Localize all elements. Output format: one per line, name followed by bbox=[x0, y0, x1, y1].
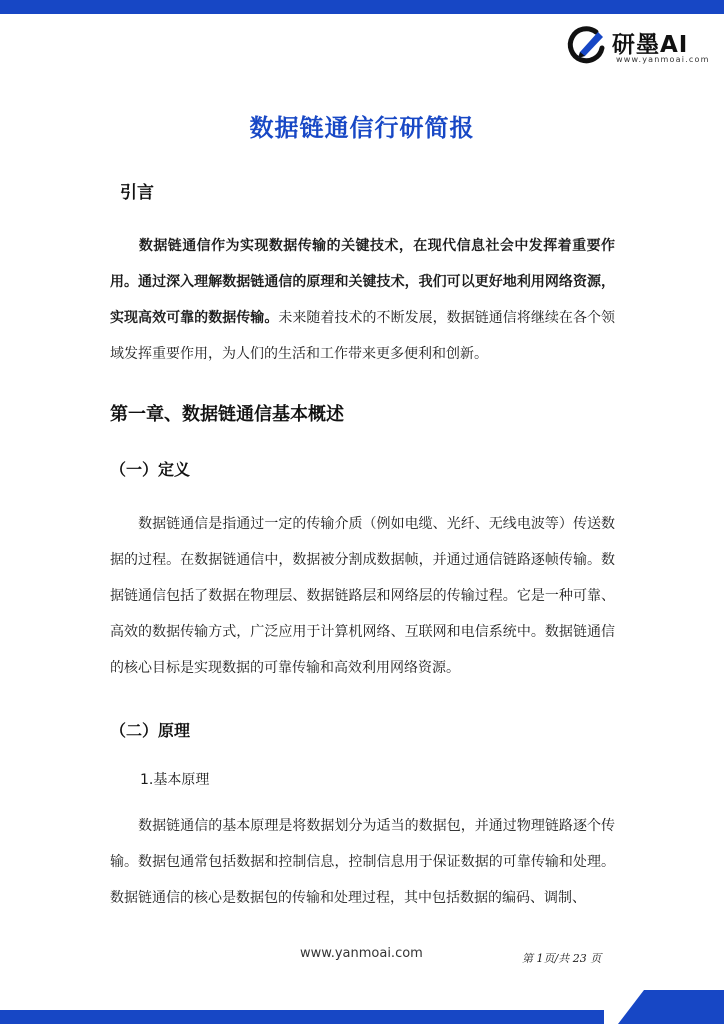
intro-paragraph bbox=[110, 228, 615, 372]
brand-url: www.yanmoai.com bbox=[616, 55, 710, 64]
basic-principle-subheading: 1.基本原理 bbox=[140, 772, 210, 788]
pen-logo-icon bbox=[566, 24, 608, 66]
section-principle-heading: （二）原理 bbox=[110, 721, 191, 740]
intro-heading: 引言 bbox=[120, 183, 154, 203]
document-title: 数据链通信行研简报 bbox=[249, 114, 475, 142]
chapter-heading: 第一章、数据链通信基本概述 bbox=[110, 404, 344, 425]
intro-text-bold: 数据链通信作为实现数据传输的关键技术，在现代信息社会中发挥着重要作用。通过深入理解数据链通信的原理和关键技术，我们可以更好地利用网络资源，实现高效可靠的数据传输。 bbox=[110, 238, 616, 326]
intro-text-normal: 未来随着技术的不断发展，数据链通信将继续在各个领域发挥重要作用，为人们的生活和工作带来更多便利和创新。 bbox=[110, 310, 615, 362]
brand-name: 研墨AI bbox=[612, 32, 689, 58]
footer-url: www.yanmoai.com bbox=[300, 946, 423, 961]
definition-text: 数据链通信是指通过一定的传输介质（例如电缆、光纤、无线电波等）传送数据的过程。在数据链通信中，数据被分割成数据帧，并通过通信链路逐帧传输。数据链通信包括了数据在物理层、数据链路层和网络层的传输过程。它是一种可靠、高效的数据传输方式，广泛应用于计算机网络、互联网和电信系统中。数据链通信的核心目标是实现数据的可靠传输和高效利用网络资源。 bbox=[110, 516, 616, 676]
top-accent-bar bbox=[0, 0, 724, 14]
principle-paragraph bbox=[110, 808, 615, 916]
page-number: 第 1页/共 23 页 bbox=[522, 952, 602, 965]
brand-logo bbox=[566, 24, 710, 68]
section-definition-heading: （一）定义 bbox=[110, 460, 191, 479]
corner-decoration bbox=[604, 990, 724, 1024]
principle-text: 数据链通信的基本原理是将数据划分为适当的数据包，并通过物理链路逐个传输。数据包通常包括数据和控制信息，控制信息用于保证数据的可靠传输和处理。数据链通信的核心是数据包的传输和处理过程，其中包括数据的编码、调制、 bbox=[110, 818, 616, 906]
bottom-accent-bar bbox=[0, 1010, 604, 1024]
definition-paragraph bbox=[110, 506, 615, 686]
